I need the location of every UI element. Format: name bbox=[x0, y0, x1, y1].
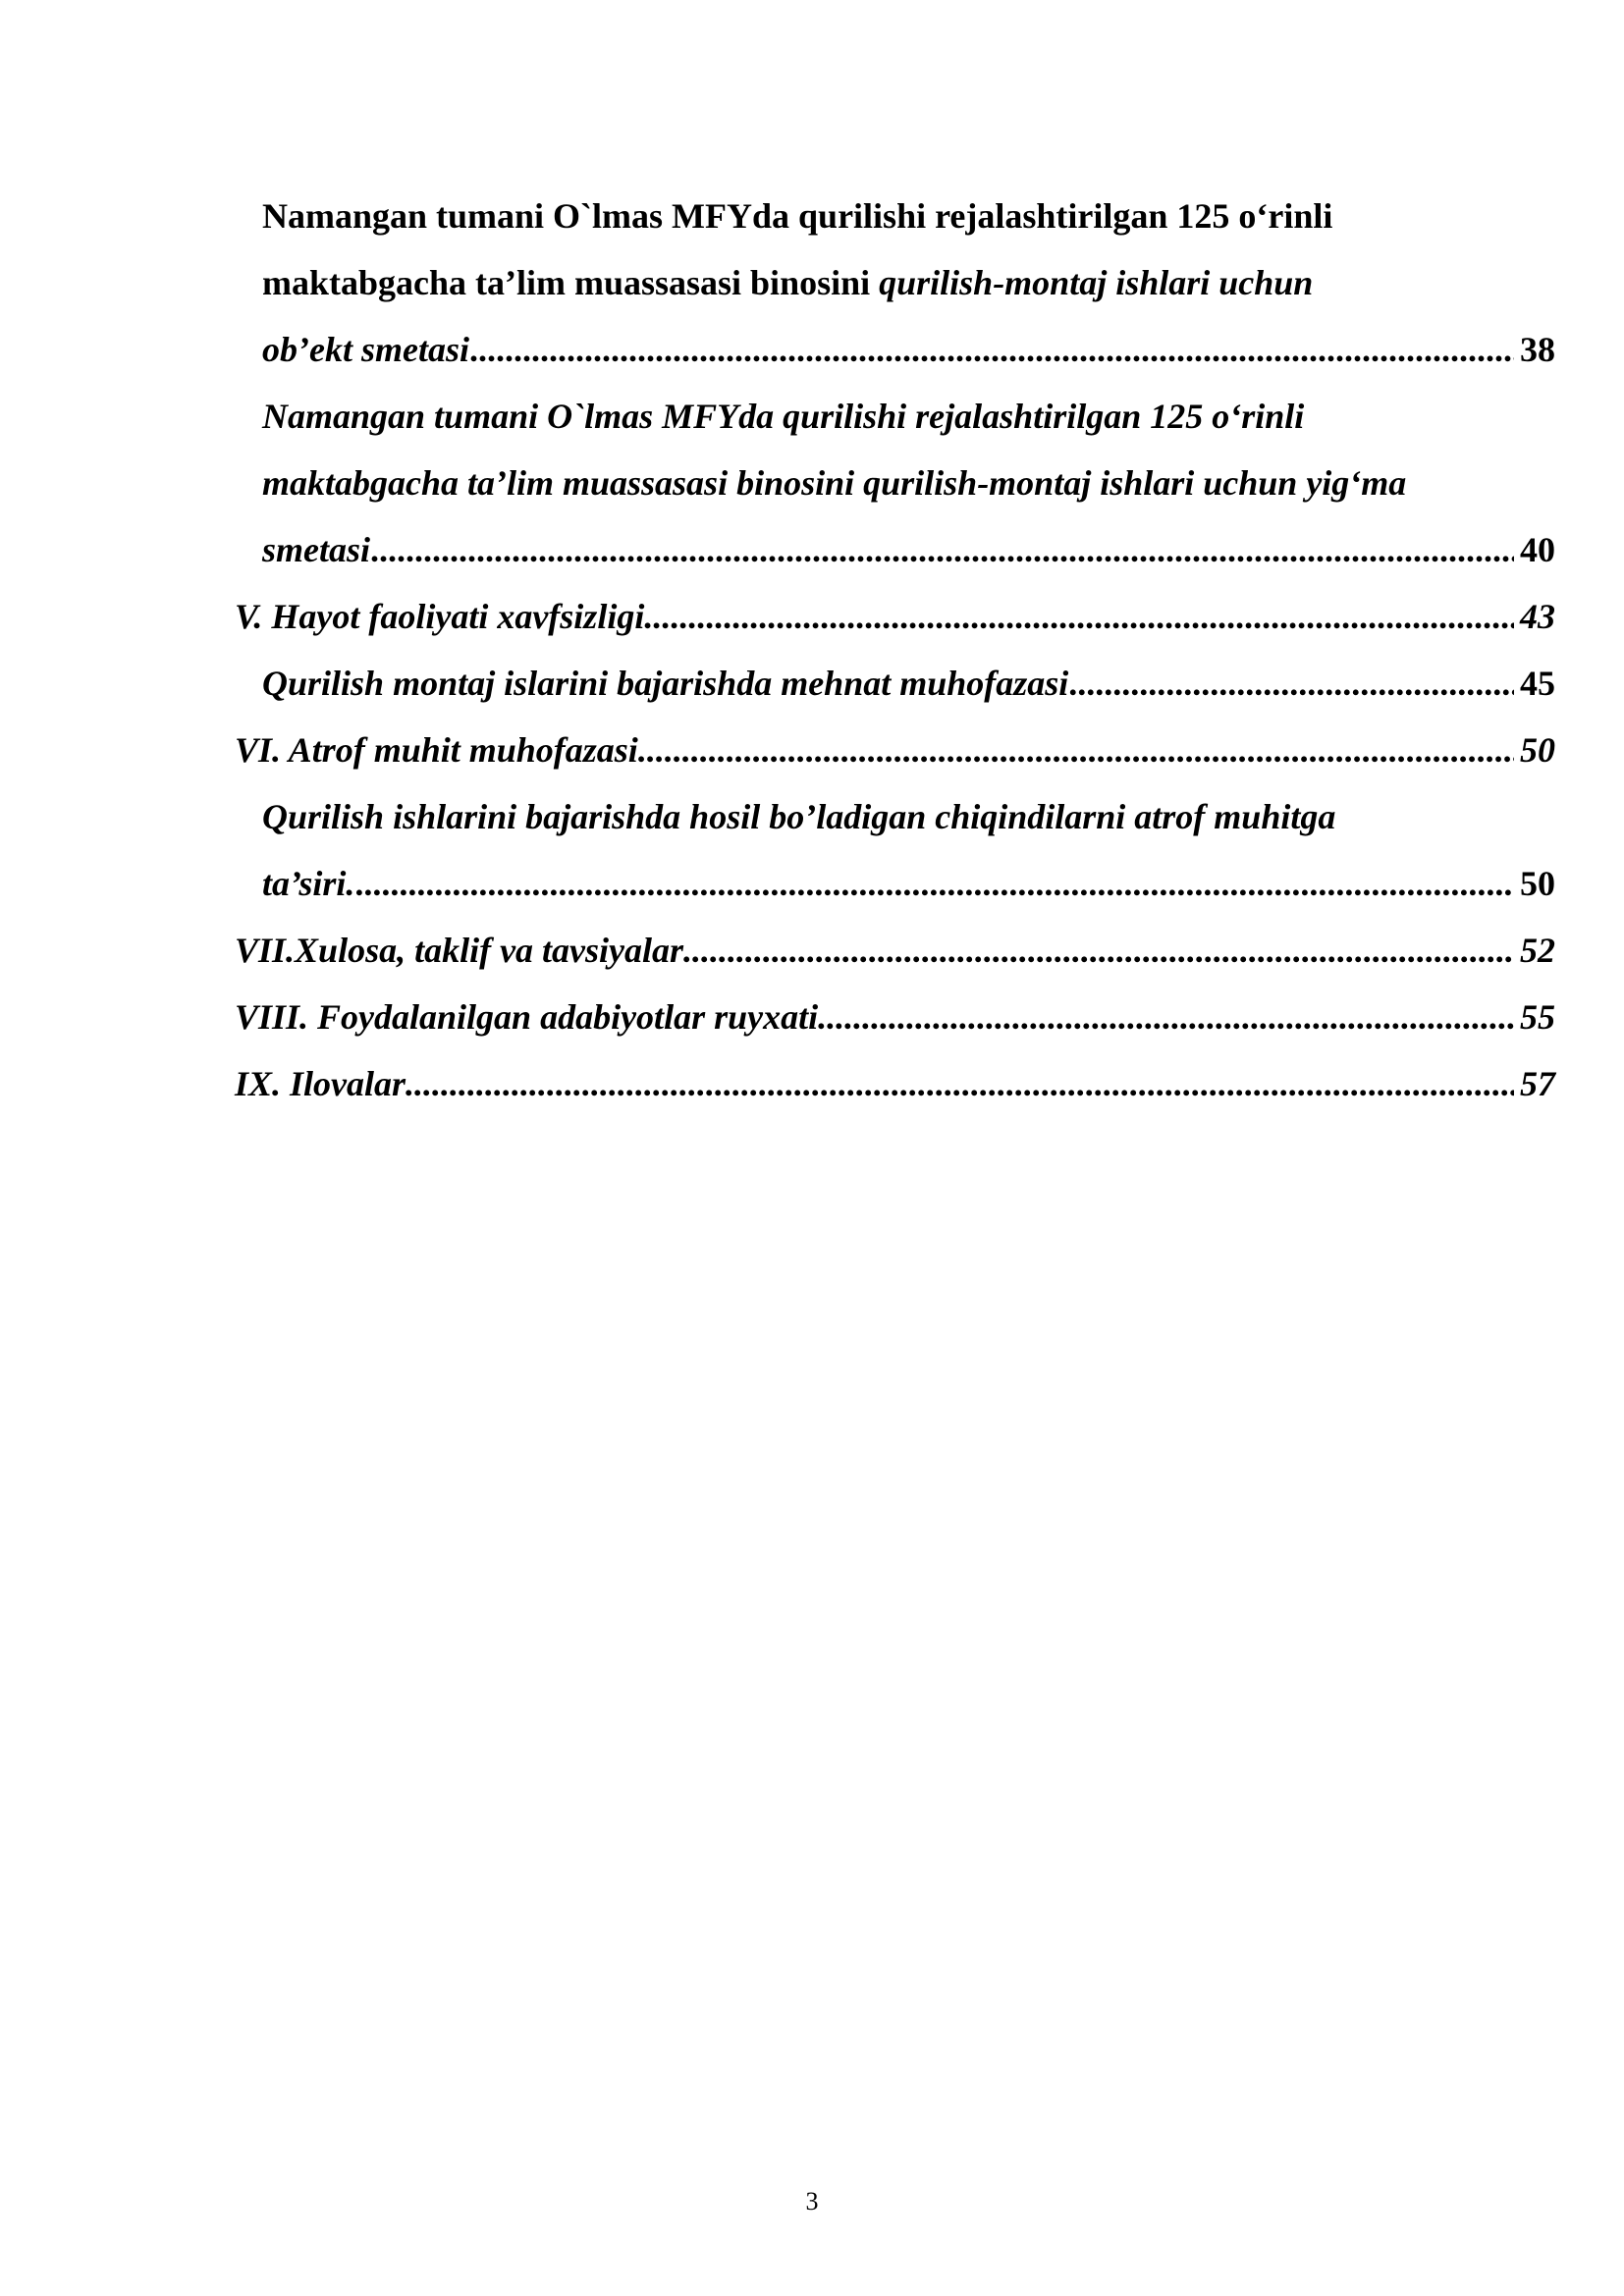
toc-leader-dots bbox=[1068, 662, 1514, 705]
toc-entry-9-title: IX. Ilovalar bbox=[235, 1064, 406, 1103]
toc-entry-8-page: 55 bbox=[1520, 997, 1555, 1037]
toc-entry-1-line-2-italic: qurilish-montaj ishlari uchun bbox=[879, 263, 1314, 302]
toc-entry-3[interactable] bbox=[235, 595, 1555, 638]
toc-entry-2-page: 40 bbox=[1520, 530, 1555, 569]
toc-entry-9-page: 57 bbox=[1520, 1064, 1555, 1103]
toc-leader-dots bbox=[638, 728, 1514, 772]
toc-entry-1-title-end: ob’ekt smetasi bbox=[262, 330, 469, 369]
toc-leader-dots bbox=[683, 929, 1514, 972]
toc-leader-dots bbox=[370, 528, 1514, 571]
toc-leader-dots bbox=[818, 995, 1514, 1039]
toc-entry-1-line-3[interactable] bbox=[262, 328, 1555, 371]
toc-entry-2-line-2: maktabgacha ta’lim muassasasi binosini qurilish-montaj ishlari uchun yig‘ma bbox=[262, 463, 1407, 503]
toc-entry-8[interactable] bbox=[235, 995, 1555, 1039]
toc-entry-3-page: 43 bbox=[1520, 597, 1555, 636]
toc-leader-dots bbox=[354, 862, 1514, 905]
toc-entry-5-page: 50 bbox=[1520, 730, 1555, 770]
toc-entry-1-line-2 bbox=[262, 261, 1313, 304]
toc-entry-2-line-1: Namangan tumani O`lmas MFYda qurilishi rejalashtirilgan 125 o‘rinli bbox=[262, 397, 1305, 436]
toc-entry-8-title: VIII. Foydalanilgan adabiyotlar ruyxati bbox=[235, 997, 819, 1037]
toc-entry-6-line-2[interactable] bbox=[262, 862, 1555, 905]
toc-entry-4-title: Qurilish montaj islarini bajarishda mehnat muhofazasi bbox=[262, 664, 1069, 703]
toc-entry-2-title-end: smetasi bbox=[262, 530, 371, 569]
toc-entry-4-page: 45 bbox=[1520, 664, 1555, 703]
toc-entry-9[interactable] bbox=[235, 1062, 1555, 1105]
toc-entry-4[interactable] bbox=[262, 662, 1555, 705]
page-number: 3 bbox=[805, 2187, 819, 2216]
toc-leader-dots bbox=[406, 1062, 1514, 1105]
toc-entry-5[interactable] bbox=[235, 728, 1555, 772]
toc-entry-6-page: 50 bbox=[1520, 864, 1555, 903]
toc-entry-1-page: 38 bbox=[1520, 330, 1555, 369]
toc-entry-1-line-1: Namangan tumani O`lmas MFYda qurilishi rejalashtirilgan 125 o‘rinli bbox=[262, 196, 1333, 236]
toc-entry-1-line-2-plain: maktabgacha ta’lim muassasasi binosini bbox=[262, 263, 880, 302]
toc-leader-dots bbox=[469, 328, 1514, 371]
toc-entry-2-line-3[interactable] bbox=[262, 528, 1555, 571]
toc-entry-7-page: 52 bbox=[1520, 931, 1555, 970]
toc-entry-5-title: VI. Atrof muhit muhofazasi bbox=[235, 730, 638, 770]
toc-entry-6-line-1: Qurilish ishlarini bajarishda hosil bo’ladigan chiqindilarni atrof muhitga bbox=[262, 797, 1336, 836]
toc-entry-6-title-end: ta’siri. bbox=[262, 864, 355, 903]
toc-entry-3-title: V. Hayot faoliyati xavfsizligi bbox=[235, 597, 645, 636]
toc-entry-7-title: VII.Xulosa, taklif va tavsiyalar bbox=[235, 931, 684, 970]
toc-leader-dots bbox=[644, 595, 1514, 638]
toc-entry-7[interactable] bbox=[235, 929, 1555, 972]
